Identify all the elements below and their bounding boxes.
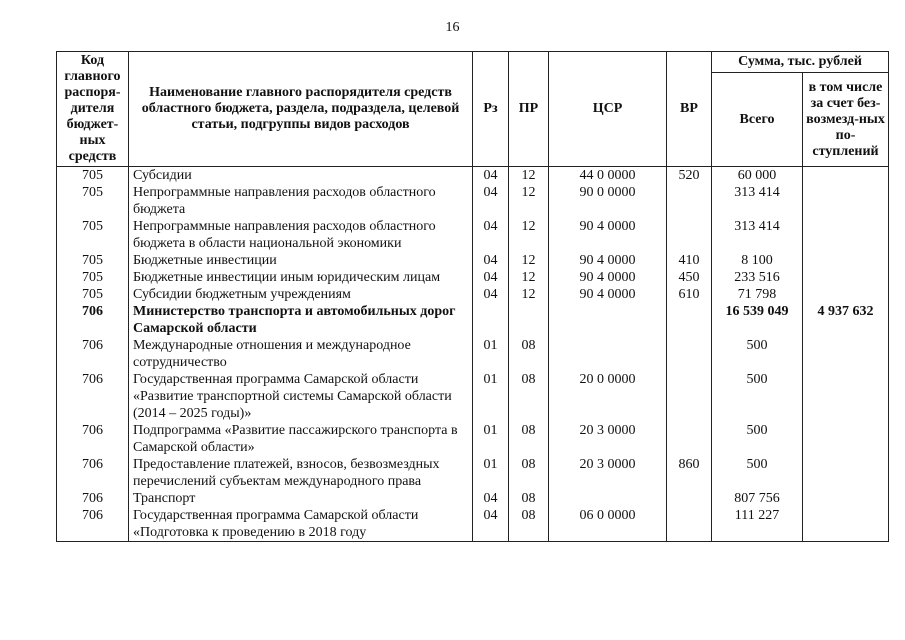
cell-csr: 20 0 0000 [549, 371, 667, 422]
header-free: в том числе за счет без-возмезд-ных по-ступлений [803, 73, 889, 167]
cell-vr [667, 507, 712, 542]
cell-vr [667, 218, 712, 252]
cell-pr: 12 [509, 218, 549, 252]
cell-total: 500 [712, 456, 803, 490]
cell-free [803, 371, 889, 422]
cell-pr: 08 [509, 456, 549, 490]
cell-name: Субсидии [129, 167, 473, 185]
cell-name: Бюджетные инвестиции [129, 252, 473, 269]
cell-vr [667, 371, 712, 422]
cell-free [803, 456, 889, 490]
table-header [57, 52, 889, 167]
cell-name: Подпрограмма «Развитие пассажирского транспорта в Самарской области» [129, 422, 473, 456]
header-vr: ВР [667, 52, 712, 167]
cell-name: Государственная программа Самарской области «Развитие транспортной системы Самарской области (2014 – 2025 годы)» [129, 371, 473, 422]
cell-pr: 08 [509, 422, 549, 456]
cell-csr: 90 4 0000 [549, 286, 667, 303]
cell-pr: 12 [509, 269, 549, 286]
cell-code: 706 [57, 490, 129, 507]
cell-free [803, 252, 889, 269]
cell-vr: 450 [667, 269, 712, 286]
header-code: Код главного распоря-дителя бюджет-ных средств [57, 52, 129, 167]
header-rz: Рз [473, 52, 509, 167]
cell-rz: 01 [473, 371, 509, 422]
cell-name: Международные отношения и международное сотрудничество [129, 337, 473, 371]
cell-csr: 20 3 0000 [549, 422, 667, 456]
cell-total: 500 [712, 422, 803, 456]
cell-name: Министерство транспорта и автомобильных дорог Самарской области [129, 303, 473, 337]
cell-free [803, 184, 889, 218]
cell-total: 807 756 [712, 490, 803, 507]
cell-vr [667, 337, 712, 371]
table-row [57, 337, 889, 371]
cell-free [803, 490, 889, 507]
cell-pr: 08 [509, 371, 549, 422]
cell-rz: 01 [473, 422, 509, 456]
cell-total: 71 798 [712, 286, 803, 303]
cell-code: 706 [57, 303, 129, 337]
table-row [57, 218, 889, 252]
cell-pr: 12 [509, 252, 549, 269]
cell-pr: 12 [509, 286, 549, 303]
cell-vr [667, 184, 712, 218]
cell-rz: 04 [473, 490, 509, 507]
table-body [57, 167, 889, 542]
cell-csr: 06 0 0000 [549, 507, 667, 542]
table-row [57, 286, 889, 303]
cell-rz: 01 [473, 456, 509, 490]
header-csr: ЦСР [549, 52, 667, 167]
cell-free [803, 337, 889, 371]
cell-code: 705 [57, 184, 129, 218]
cell-total: 8 100 [712, 252, 803, 269]
cell-csr: 44 0 0000 [549, 167, 667, 185]
cell-free [803, 167, 889, 185]
cell-vr [667, 422, 712, 456]
cell-csr [549, 303, 667, 337]
cell-free: 4 937 632 [803, 303, 889, 337]
cell-name: Непрограммные направления расходов областного бюджета [129, 184, 473, 218]
cell-rz: 04 [473, 286, 509, 303]
table-row [57, 167, 889, 185]
cell-name: Транспорт [129, 490, 473, 507]
table-row [57, 303, 889, 337]
header-name: Наименование главного распорядителя средств областного бюджета, раздела, подраздела, целевой статьи, подгруппы видов расходов [129, 52, 473, 167]
cell-total: 233 516 [712, 269, 803, 286]
header-pr: ПР [509, 52, 549, 167]
cell-rz: 04 [473, 252, 509, 269]
cell-rz: 04 [473, 184, 509, 218]
cell-vr [667, 490, 712, 507]
cell-code: 705 [57, 167, 129, 185]
cell-vr [667, 303, 712, 337]
cell-vr: 610 [667, 286, 712, 303]
cell-free [803, 269, 889, 286]
cell-code: 705 [57, 286, 129, 303]
cell-vr: 410 [667, 252, 712, 269]
cell-free [803, 422, 889, 456]
page-number: 16 [445, 20, 460, 35]
cell-code: 706 [57, 422, 129, 456]
cell-name: Бюджетные инвестиции иным юридическим лицам [129, 269, 473, 286]
cell-csr: 90 4 0000 [549, 252, 667, 269]
cell-total: 313 414 [712, 184, 803, 218]
cell-vr: 860 [667, 456, 712, 490]
cell-code: 706 [57, 337, 129, 371]
cell-free [803, 286, 889, 303]
cell-total: 16 539 049 [712, 303, 803, 337]
cell-pr: 12 [509, 184, 549, 218]
table-row [57, 422, 889, 456]
table-row [57, 252, 889, 269]
header-total: Всего [712, 73, 803, 167]
cell-code: 706 [57, 507, 129, 542]
cell-csr: 20 3 0000 [549, 456, 667, 490]
table-row [57, 507, 889, 542]
table-row [57, 490, 889, 507]
cell-vr: 520 [667, 167, 712, 185]
cell-csr: 90 4 0000 [549, 269, 667, 286]
cell-rz: 04 [473, 218, 509, 252]
table-row [57, 269, 889, 286]
cell-csr: 90 0 0000 [549, 184, 667, 218]
cell-csr [549, 337, 667, 371]
cell-code: 705 [57, 218, 129, 252]
cell-code: 705 [57, 252, 129, 269]
cell-rz [473, 303, 509, 337]
header-sum: Сумма, тыс. рублей [712, 52, 889, 73]
cell-code: 706 [57, 456, 129, 490]
cell-free [803, 507, 889, 542]
cell-total: 500 [712, 337, 803, 371]
cell-rz: 01 [473, 337, 509, 371]
cell-total: 60 000 [712, 167, 803, 185]
cell-csr: 90 4 0000 [549, 218, 667, 252]
table-row [57, 456, 889, 490]
cell-csr [549, 490, 667, 507]
cell-free [803, 218, 889, 252]
table-row [57, 184, 889, 218]
cell-code: 706 [57, 371, 129, 422]
budget-table [56, 51, 889, 542]
cell-name: Государственная программа Самарской области «Подготовка к проведению в 2018 году [129, 507, 473, 542]
cell-name: Непрограммные направления расходов областного бюджета в области национальной экономики [129, 218, 473, 252]
cell-pr [509, 303, 549, 337]
cell-name: Предоставление платежей, взносов, безвозмездных перечислений субъектам международного права [129, 456, 473, 490]
cell-total: 313 414 [712, 218, 803, 252]
table-row [57, 371, 889, 422]
cell-rz: 04 [473, 269, 509, 286]
cell-code: 705 [57, 269, 129, 286]
cell-pr: 08 [509, 337, 549, 371]
cell-rz: 04 [473, 167, 509, 185]
cell-pr: 08 [509, 490, 549, 507]
cell-pr: 12 [509, 167, 549, 185]
cell-name: Субсидии бюджетным учреждениям [129, 286, 473, 303]
cell-total: 500 [712, 371, 803, 422]
cell-rz: 04 [473, 507, 509, 542]
cell-total: 111 227 [712, 507, 803, 542]
cell-pr: 08 [509, 507, 549, 542]
